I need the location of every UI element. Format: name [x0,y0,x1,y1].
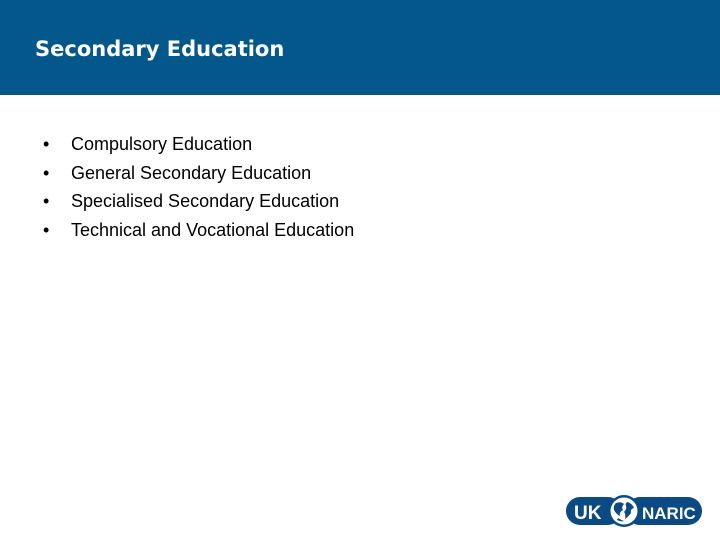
bullet-icon: • [43,134,50,154]
bullet-text: Compulsory Education [71,134,253,154]
bullet-icon: • [43,191,50,211]
uk-naric-logo [566,495,702,527]
header-bar [0,0,720,95]
logo-text-uk: UK [574,503,602,524]
bullet-text: Specialised Secondary Education [71,191,340,211]
bullet-icon: • [43,162,50,183]
uk-naric-logo-graphic [566,495,702,527]
bullet-text: Technical and Vocational Education [71,219,355,240]
bullet-icon: • [43,219,50,240]
logo-text-naric: NARIC [642,504,696,523]
page-title: Secondary Education [35,37,285,61]
bullet-text: General Secondary Education [71,162,312,183]
globe-icon [608,495,640,527]
